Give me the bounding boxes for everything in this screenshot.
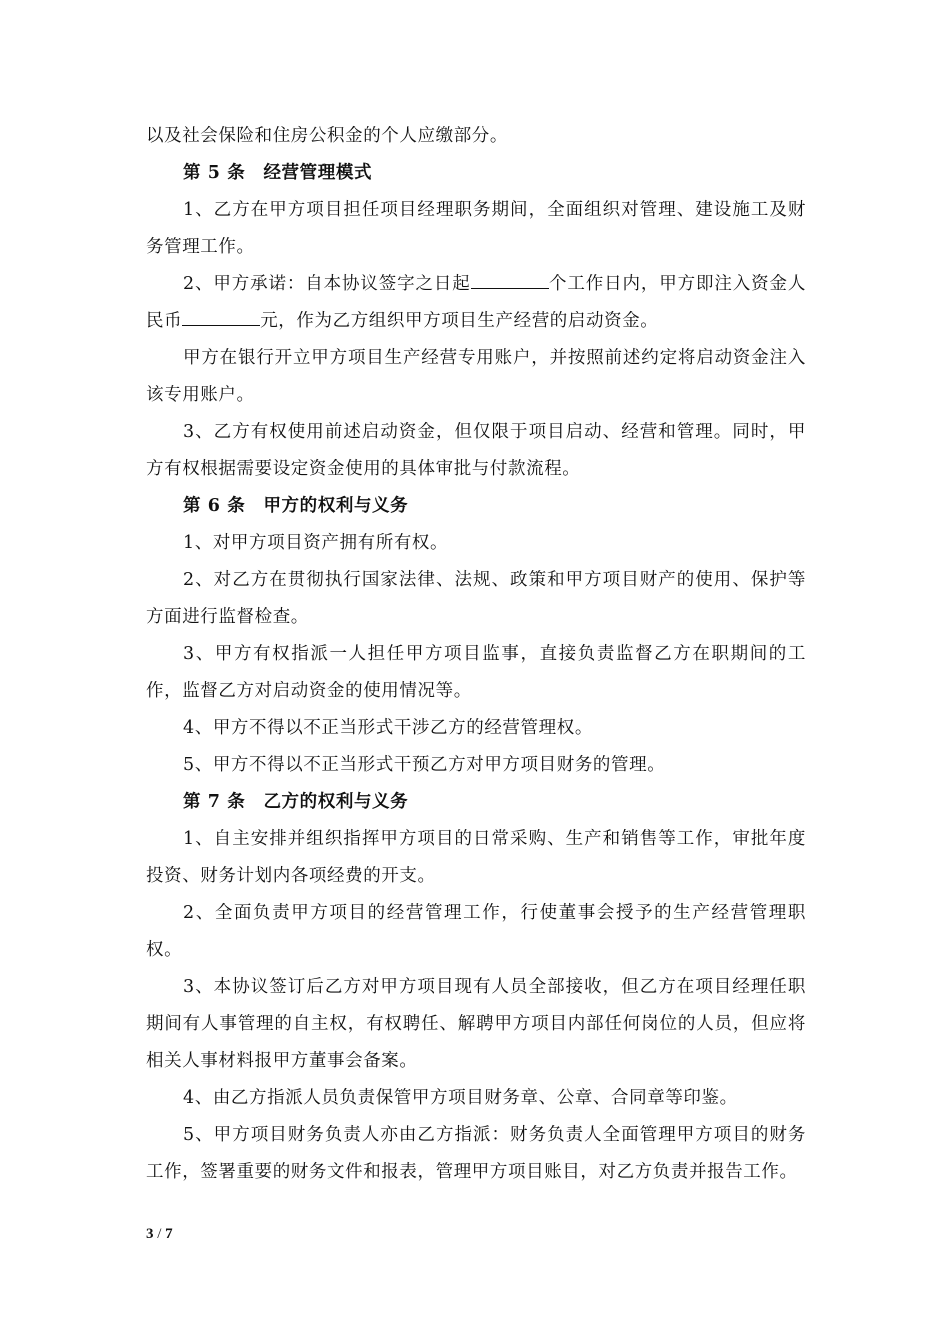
- text-segment: 2、甲方承诺：自本协议签字之日起: [183, 274, 471, 294]
- document-body: [146, 118, 806, 1191]
- paragraph: 4、甲方不得以不正当形式干涉乙方的经营管理权。: [183, 718, 593, 738]
- article-heading-6: 第 6 条 甲方的权利与义务: [183, 496, 409, 516]
- total-pages: 7: [165, 1226, 173, 1242]
- paragraph: 1、乙方在甲方项目担任项目经理职务期间，全面组织对管理、建设施工及财务管理工作。: [146, 200, 806, 257]
- page-number: [146, 1226, 173, 1243]
- paragraph: 3、乙方有权使用前述启动资金，但仅限于项目启动、经营和管理。同时，甲方有权根据需要设定资金使用的具体审批与付款流程。: [146, 422, 806, 479]
- text-segment: 个工作日内，甲方即注入资金人民币: [146, 274, 807, 331]
- fill-in-blank: [471, 272, 549, 289]
- current-page: 3: [146, 1226, 154, 1242]
- paragraph: 甲方在银行开立甲方项目生产经营专用账户，并按照前述约定将启动资金注入该专用账户。: [146, 348, 806, 405]
- article-heading-5: 第 5 条 经营管理模式: [183, 163, 373, 183]
- article-heading-7: 第 7 条 乙方的权利与义务: [183, 792, 409, 812]
- paragraph: 以及社会保险和住房公积金的个人应缴部分。: [146, 126, 508, 146]
- paragraph: 5、甲方项目财务负责人亦由乙方指派：财务负责人全面管理甲方项目的财务工作，签署重要的财务文件和报表，管理甲方项目账目，对乙方负责并报告工作。: [146, 1125, 806, 1182]
- page-separator: /: [153, 1226, 166, 1242]
- paragraph: 3、本协议签订后乙方对甲方项目现有人员全部接收，但乙方在项目经理任职期间有人事管理的自主权，有权聘任、解聘甲方项目内部任何岗位的人员，但应将相关人事材料报甲方董事会备案。: [146, 977, 806, 1071]
- paragraph: 3、甲方有权指派一人担任甲方项目监事，直接负责监督乙方在职期间的工作，监督乙方对启动资金的使用情况等。: [146, 644, 806, 701]
- paragraph: 2、全面负责甲方项目的经营管理工作，行使董事会授予的生产经营管理职权。: [146, 903, 806, 960]
- paragraph: 4、由乙方指派人员负责保管甲方项目财务章、公章、合同章等印鉴。: [183, 1088, 738, 1108]
- fill-in-blank: [182, 309, 260, 326]
- paragraph: 1、对甲方项目资产拥有所有权。: [183, 533, 449, 553]
- paragraph: 2、对乙方在贯彻执行国家法律、法规、政策和甲方项目财产的使用、保护等方面进行监督检查。: [146, 570, 806, 627]
- paragraph: 5、甲方不得以不正当形式干预乙方对甲方项目财务的管理。: [183, 755, 666, 775]
- paragraph: 1、自主安排并组织指挥甲方项目的日常采购、生产和销售等工作，审批年度投资、财务计划内各项经费的开支。: [146, 829, 806, 886]
- text-segment: 元，作为乙方组织甲方项目生产经营的启动资金。: [260, 311, 659, 331]
- paragraph-with-blanks: [146, 266, 806, 340]
